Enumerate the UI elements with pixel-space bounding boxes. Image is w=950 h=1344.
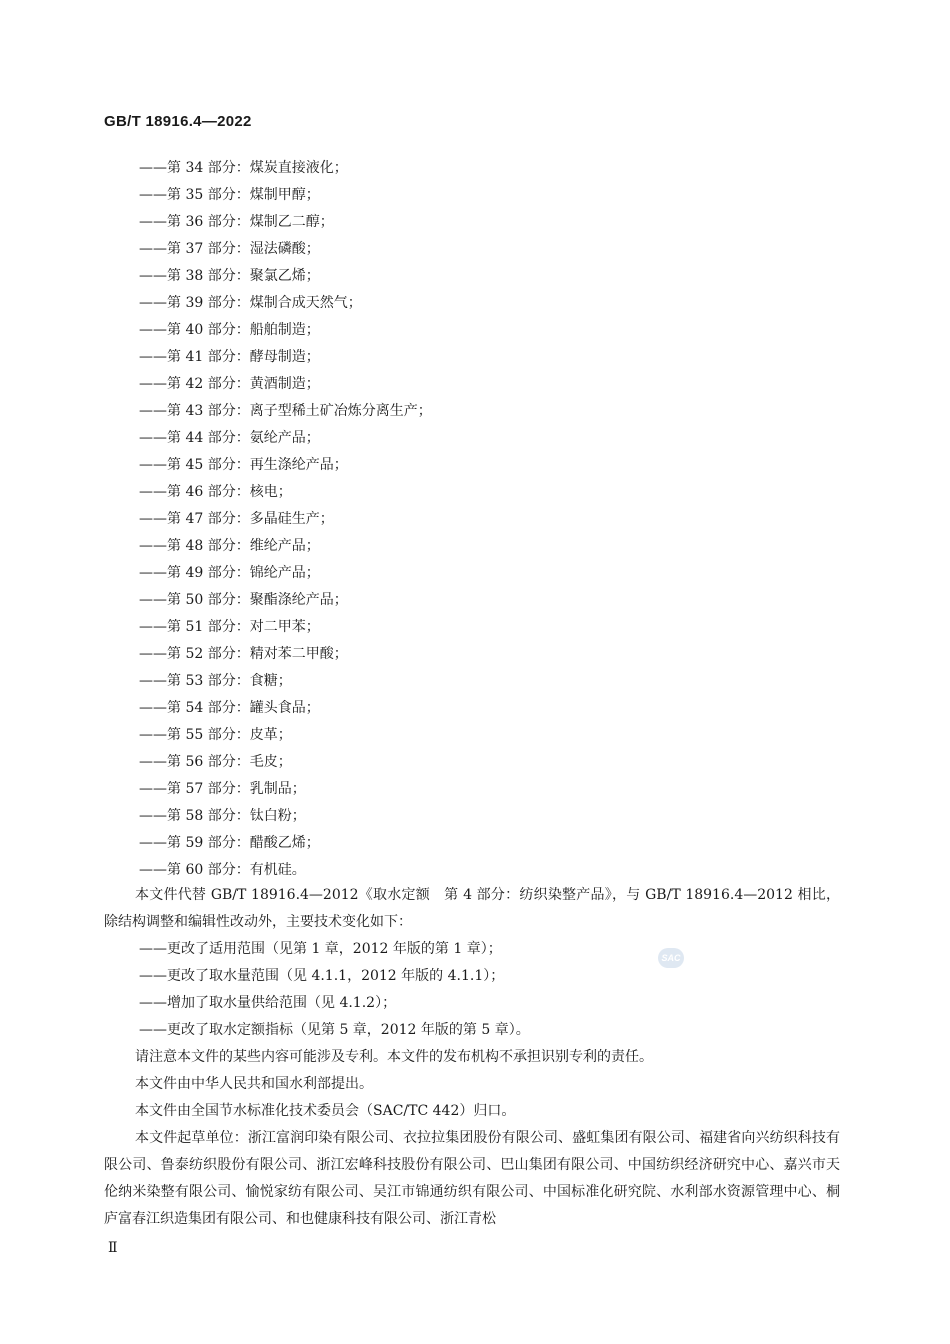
change-item: ——更改了取水量范围（见 4.1.1，2012 年版的 4.1.1）；	[139, 968, 505, 984]
list-item: ——第 60 部分：有机硅。	[139, 862, 306, 878]
patent-notice: 请注意本文件的某些内容可能涉及专利。本文件的发布机构不承担识别专利的责任。	[135, 1049, 653, 1065]
list-item: ——第 43 部分：离子型稀土矿冶炼分离生产；	[139, 403, 432, 419]
list-item: ——第 42 部分：黄酒制造；	[139, 376, 320, 392]
sac-watermark-logo: SAC	[658, 948, 684, 968]
centralized-by: 本文件由全国节水标准化技术委员会（SAC/TC 442）归口。	[135, 1103, 516, 1119]
list-item: ——第 59 部分：醋酸乙烯；	[139, 835, 320, 851]
list-item: ——第 57 部分：乳制品；	[139, 781, 306, 797]
change-item: ——更改了适用范围（见第 1 章，2012 年版的第 1 章）；	[139, 941, 502, 957]
parts-list	[139, 155, 432, 884]
list-item: ——第 41 部分：酵母制造；	[139, 349, 320, 365]
change-item: ——更改了取水定额指标（见第 5 章，2012 年版的第 5 章）。	[139, 1022, 530, 1038]
list-item: ——第 47 部分：多晶硅生产；	[139, 511, 334, 527]
list-item: ——第 53 部分：食糖；	[139, 673, 292, 689]
list-item: ——第 45 部分：再生涤纶产品；	[139, 457, 348, 473]
list-item: ——第 39 部分：煤制合成天然气；	[139, 295, 362, 311]
page-number: Ⅱ	[108, 1240, 118, 1256]
list-item: ——第 55 部分：皮革；	[139, 727, 292, 743]
list-item: ——第 38 部分：聚氯乙烯；	[139, 268, 320, 284]
standard-code-header: GB/T 18916.4—2022	[104, 113, 252, 130]
foreword-body	[104, 882, 840, 1233]
list-item: ——第 54 部分：罐头食品；	[139, 700, 320, 716]
replacement-paragraph: 本文件代替 GB/T 18916.4—2012《取水定额 第 4 部分：纺织染整产品》，与 GB/T 18916.4—2012 相比，除结构调整和编辑性改动外，主要技术变化如下：	[104, 887, 840, 930]
list-item: ——第 34 部分：煤炭直接液化；	[139, 160, 348, 176]
drafting-units: 本文件起草单位：浙江富润印染有限公司、衣拉拉集团股份有限公司、盛虹集团有限公司、福建省向兴纺织科技有限公司、鲁泰纺织股份有限公司、浙江宏峰科技股份有限公司、巴山集团有限公司、中国纺织经济研究中心、嘉兴市天伦纳米染整有限公司、愉悦家纺有限公司、吴江市锦通纺织有限公司、中国标准化研究院、水利部水资源管理中心、桐庐富春江织造集团有限公司、和也健康科技有限公司、浙江青松	[104, 1130, 840, 1227]
list-item: ——第 51 部分：对二甲苯；	[139, 619, 320, 635]
list-item: ——第 58 部分：钛白粉；	[139, 808, 306, 824]
change-item: ——增加了取水量供给范围（见 4.1.2）；	[139, 995, 397, 1011]
proposed-by: 本文件由中华人民共和国水利部提出。	[135, 1076, 373, 1092]
list-item: ——第 56 部分：毛皮；	[139, 754, 292, 770]
list-item: ——第 48 部分：维纶产品；	[139, 538, 320, 554]
list-item: ——第 36 部分：煤制乙二醇；	[139, 214, 334, 230]
list-item: ——第 37 部分：湿法磷酸；	[139, 241, 320, 257]
list-item: ——第 44 部分：氨纶产品；	[139, 430, 320, 446]
list-item: ——第 35 部分：煤制甲醇；	[139, 187, 320, 203]
list-item: ——第 49 部分：锦纶产品；	[139, 565, 320, 581]
list-item: ——第 46 部分：核电；	[139, 484, 292, 500]
list-item: ——第 50 部分：聚酯涤纶产品；	[139, 592, 348, 608]
list-item: ——第 52 部分：精对苯二甲酸；	[139, 646, 348, 662]
list-item: ——第 40 部分：船舶制造；	[139, 322, 320, 338]
